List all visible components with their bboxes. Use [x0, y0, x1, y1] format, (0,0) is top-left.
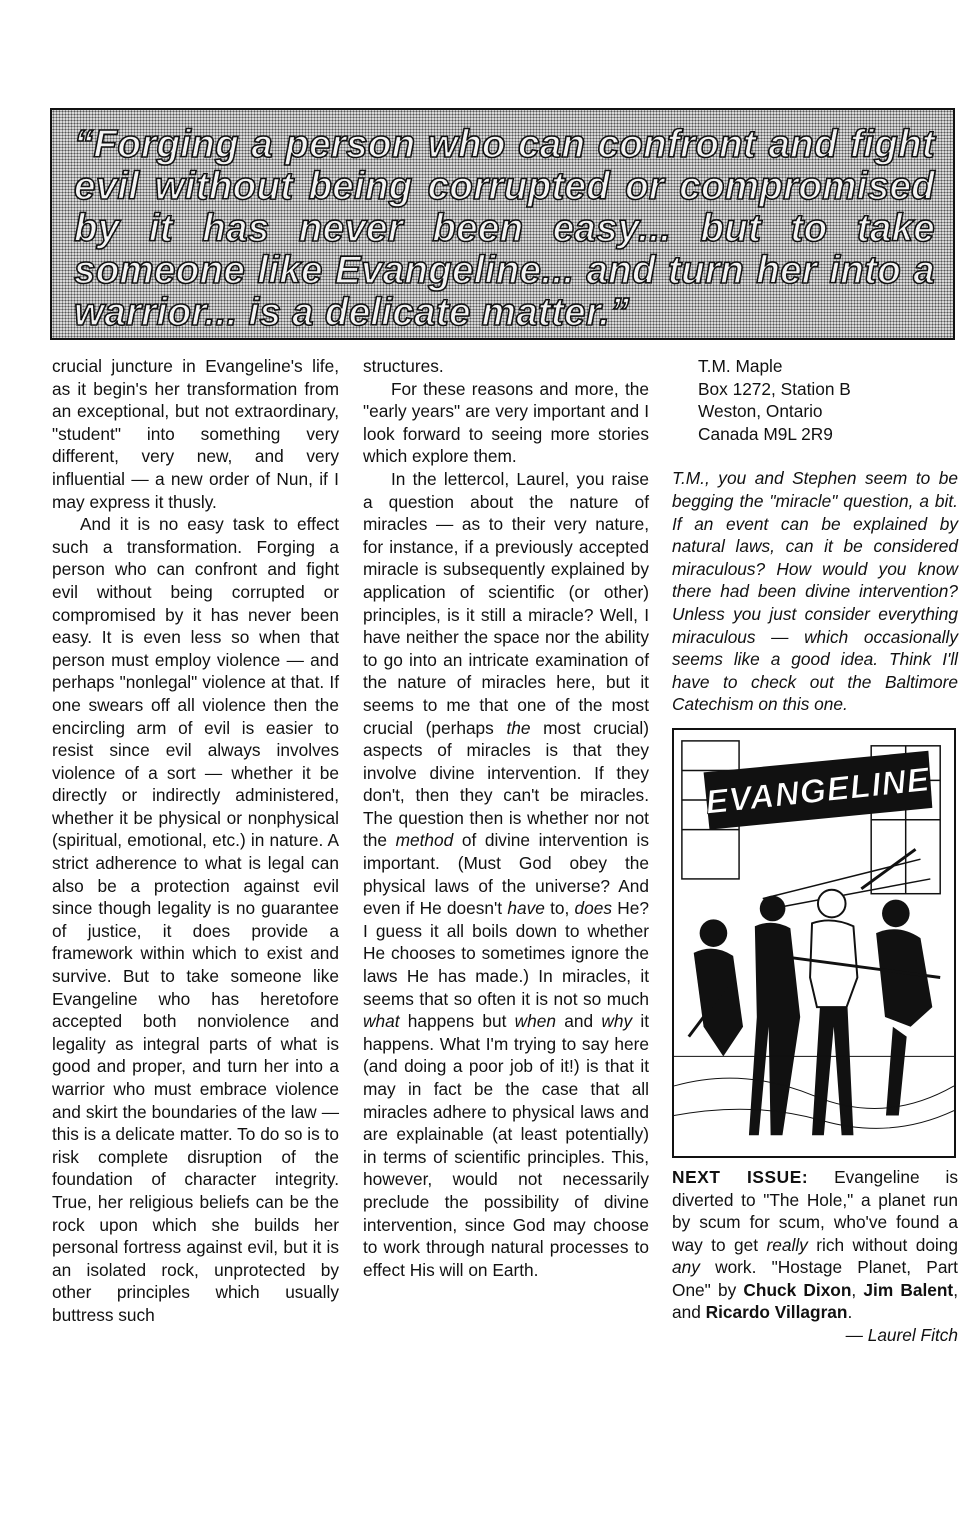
editor-reply: T.M., you and Stephen seem to be begging the "miracle" question, a bit. If an event can be explained by natural laws, can it be considered miraculous? How would you know there had been divine intervention? Unless you just consider everything miraculous — which occasionally seems like a good idea. Think I'll have to check out the Baltimore Catechism on this one.: [672, 468, 958, 715]
next-issue-cover-illustration: [672, 728, 956, 1158]
credit-inker: Ricardo Villagran: [705, 1302, 848, 1323]
sender-address: [672, 355, 958, 445]
col1-paragraph-1: crucial juncture in Evangeline's life, as it begin's her transformation from an exceptional, but not extraordinary, "student" into something very different, very new, and very influential — a new order of Nun, if I may express it thusly.: [52, 356, 339, 512]
col2-paragraph-2: For these reasons and more, the "early years" are very important and I look forward to seeing more stories which explore them.: [363, 378, 649, 467]
cover-logo-text: EVANGELINE: [703, 761, 932, 822]
pull-quote-text: “Forging a person who can confront and fight evil without being corrupted or compromised by it has never been easy... but to take someone like Evangeline... and turn her into a warrior... is a delicate matter.”: [74, 123, 935, 334]
next-issue-label: NEXT ISSUE:: [672, 1166, 809, 1187]
address-line-city: Weston, Ontario: [698, 401, 823, 422]
pull-quote-box: [50, 108, 955, 340]
address-line-box: Box 1272, Station B: [698, 378, 851, 399]
col1-paragraph-2: And it is no easy task to effect such a transformation. Forging a person who can confront and fight evil without being corrupted or compromised by it has never been easy. It is even less so when that person must employ violence — and perhaps "nonlegal" violence at that. If one swears off all violence then the encircling arm of evil is easier to resist since evil always involves violence of a sort — whether it be directly or indirectly administered, whether it be physical or nonphysical (spiritual, emotional, etc.) in nature. A strict adherence to what is legal can also be a protection against evil since though legality is no guarantee of justice, it does provide a framework within which to exist and survive. But to take someone like Evangeline who has heretofore accepted both nonviolence and legality as integral parts of what is good and proper, and turn her into a warrior who must embrace violence and skirt the boundaries of the law — this is a delicate matter. To do so is to risk complete disruption of the foundation of character integrity. True, her religious beliefs can be the rock upon which she builds her personal fortress against evil, but it is an isolated rock, unprotected by other principles which usually buttress such: [52, 514, 339, 1325]
address-line-name: T.M. Maple: [698, 356, 783, 376]
credit-writer: Chuck Dixon: [743, 1279, 852, 1300]
editor-signature: — Laurel Fitch: [845, 1325, 958, 1346]
letter-column-1: [52, 355, 339, 1327]
letter-column-2: [363, 355, 649, 1281]
next-issue-blurb: NEXT ISSUE: Evangeline is diverted to "The Hole," a planet run by scum for scum, who've found a way to get really rich without doing any work. "Hostage Planet, Part One" by Chuck Dixon, Jim Balent, and Ricardo Villagran.: [672, 1166, 958, 1323]
col2-paragraph-3: In the lettercol, Laurel, you raise a question about the nature of miracles — as to their very nature, for instance, if a previously accepted miracle is subsequently explained by application of scientific (or other) principles, is it still a miracle? Well, I have neither the space nor the ability to go into an intricate examination of the nature of miracles here, but it seems to me that one of the most crucial (perhaps the most crucial) aspects of miracles is that they involve divine intervention. If they don't, then they can't be miracles. The question then is whether nor not the method of divine intervention is important. (Must God obey the physical laws of the universe? And even if He doesn't have to, does He? I guess it all boils down to whether He chooses to sometimes ignore the laws He has made.) In miracles, it seems that so often it is not so much what happens but when and why it happens. What I'm trying to say here (and doing a poor job of it!) is that it may in fact be the case that all miracles adhere to physical laws and are explainable (at least potentially) in terms of scientific principles. This, however, would not necessarily preclude the possibility of divine intervention, since God may choose to work through natural processes to effect His will on Earth.: [363, 468, 650, 1280]
credit-penciller: Jim Balent: [863, 1279, 954, 1300]
col2-paragraph-1: structures.: [363, 356, 444, 376]
letter-column-3: [672, 355, 958, 1347]
address-line-country: Canada M9L 2R9: [698, 423, 833, 444]
